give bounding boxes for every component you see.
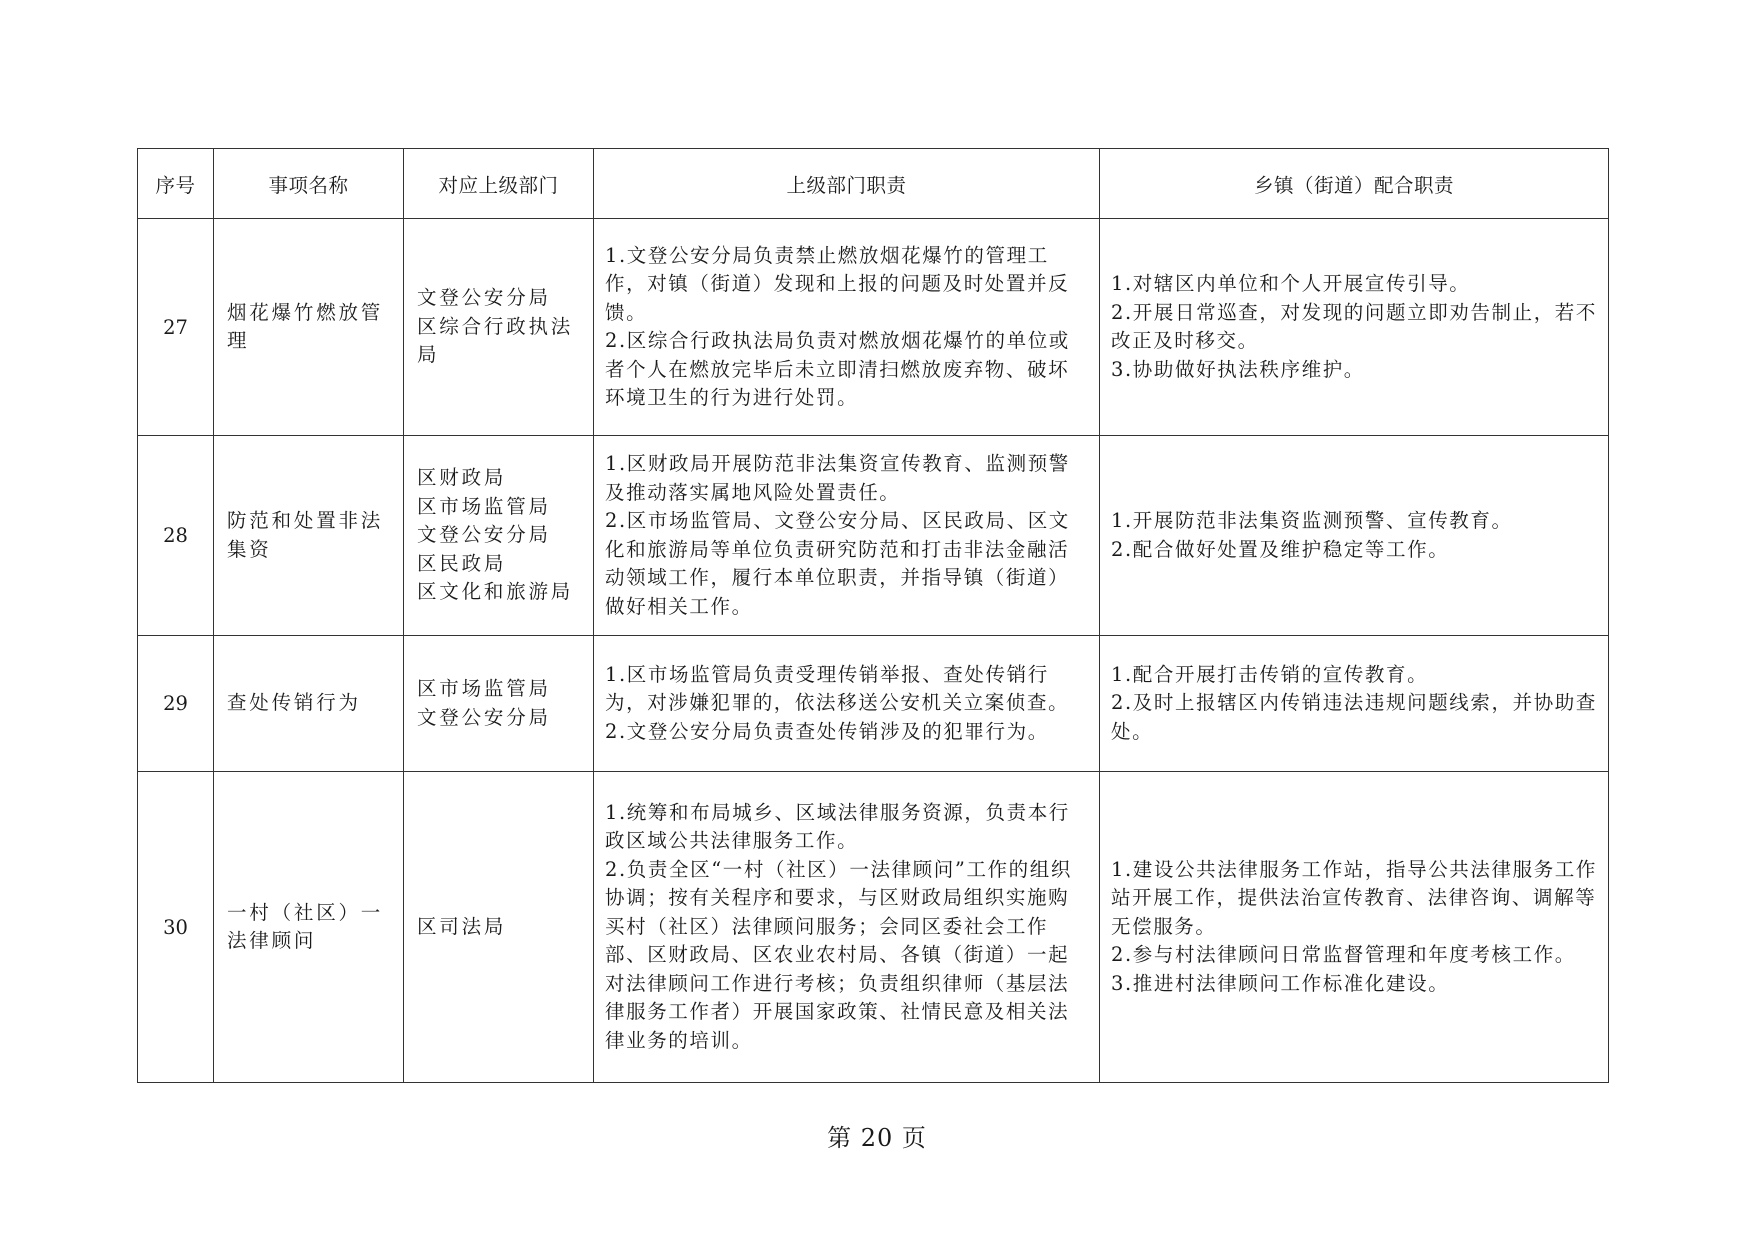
serial-number-cell: 28 bbox=[138, 436, 214, 636]
page-number: 第 20 页 bbox=[827, 1124, 927, 1152]
serial-number-cell: 27 bbox=[138, 219, 214, 436]
department-name: 区财政局 bbox=[417, 466, 507, 490]
department-name: 区司法局 bbox=[417, 914, 507, 938]
item-name-cell: 防范和处置非法集资 bbox=[214, 436, 404, 636]
item-name-cell: 查处传销行为 bbox=[214, 636, 404, 772]
department-name: 文登公安分局 bbox=[417, 523, 551, 547]
upper-department-cell bbox=[404, 219, 594, 436]
serial-number-cell: 29 bbox=[138, 636, 214, 772]
department-name: 区民政局 bbox=[417, 551, 507, 575]
header-upper-department: 对应上级部门 bbox=[404, 149, 594, 219]
upper-department-cell bbox=[404, 436, 594, 636]
town-duty-cell bbox=[1100, 636, 1609, 772]
serial-number-cell: 30 bbox=[138, 772, 214, 1083]
upper-department-cell bbox=[404, 772, 594, 1083]
department-name: 区市场监管局 bbox=[417, 494, 551, 518]
header-serial-number: 序号 bbox=[138, 149, 214, 219]
duty-text: 1.建设公共法律服务工作站，指导公共法律服务工作站开展工作，提供法治宣传教育、法律咨询、调解等无偿服务。 2.参与村法律顾问日常监督管理和年度考核工作。 3.推进村法律顾问工作标准化建设。 bbox=[1111, 857, 1598, 995]
upper-duty-cell bbox=[594, 636, 1100, 772]
town-duty-cell bbox=[1100, 219, 1609, 436]
header-town-cooperation-duties: 乡镇（街道）配合职责 bbox=[1100, 149, 1609, 219]
table-row bbox=[138, 636, 1609, 772]
town-duty-cell bbox=[1100, 772, 1609, 1083]
upper-department-cell bbox=[404, 636, 594, 772]
department-name: 区市场监管局 bbox=[417, 677, 551, 700]
duty-text: 1.区市场监管局负责受理传销举报、查处传销行为，对涉嫌犯罪的，依法移送公安机关立案侦查。 2.文登公安分局负责查处传销涉及的犯罪行为。 bbox=[605, 662, 1070, 743]
table-row bbox=[138, 436, 1609, 636]
table-row bbox=[138, 219, 1609, 436]
department-name: 区文化和旅游局 bbox=[417, 580, 574, 604]
duty-text: 1.对辖区内单位和个人开展宣传引导。 2.开展日常巡查，对发现的问题立即劝告制止，若不改正及时移交。 3.协助做好执法秩序维护。 bbox=[1111, 272, 1598, 381]
duty-text: 1.配合开展打击传销的宣传教育。 2.及时上报辖区内传销违法违规问题线索，并协助查处。 bbox=[1111, 662, 1598, 743]
department-name: 文登公安分局 bbox=[417, 705, 551, 729]
header-upper-department-duties: 上级部门职责 bbox=[594, 149, 1100, 219]
table-header-row bbox=[138, 149, 1609, 219]
upper-duty-cell bbox=[594, 219, 1100, 436]
header-item-name: 事项名称 bbox=[214, 149, 404, 219]
duty-text: 1.统筹和布局城乡、区域法律服务资源，负责本行政区域公共法律服务工作。 2.负责全区“一村（社区）一法律顾问”工作的组织协调；按有关程序和要求，与区财政局组织实施购买村（社区）法律顾问服务；会同区委社会工作部、区财政局、区农业农村局、各镇（街道）一起对法律顾问工作进行考核；负责组织律师（基层法律服务工作者）开展国家政策、社情民意及相关法律业务的培训。 bbox=[605, 800, 1072, 1052]
upper-duty-cell bbox=[594, 436, 1100, 636]
duty-text: 1.开展防范非法集资监测预警、宣传教育。 2.配合做好处置及维护稳定等工作。 bbox=[1111, 509, 1513, 561]
upper-duty-cell bbox=[594, 772, 1100, 1083]
table-row bbox=[138, 772, 1609, 1083]
town-duty-cell bbox=[1100, 436, 1609, 636]
duty-text: 1.区财政局开展防范非法集资宣传教育、监测预警及推动落实属地风险处置责任。 2.区市场监管局、文登公安分局、区民政局、区文化和旅游局等单位负责研究防范和打击非法金融活动领域工作，履行本单位职责，并指导镇（街道）做好相关工作。 bbox=[605, 452, 1070, 618]
department-name: 区综合行政执法局 bbox=[417, 314, 574, 367]
duty-text: 1.文登公安分局负责禁止燃放烟花爆竹的管理工作，对镇（街道）发现和上报的问题及时处置并反馈。 2.区综合行政执法局负责对燃放烟花爆竹的单位或者个人在燃放完毕后未立即清扫燃放废弃物、破坏环境卫生的行为进行处罚。 bbox=[605, 243, 1070, 409]
duties-table bbox=[137, 148, 1609, 1083]
item-name-cell: 烟花爆竹燃放管理 bbox=[214, 219, 404, 436]
item-name-cell: 一村（社区）一法律顾问 bbox=[214, 772, 404, 1083]
department-name: 文登公安分局 bbox=[417, 286, 551, 310]
